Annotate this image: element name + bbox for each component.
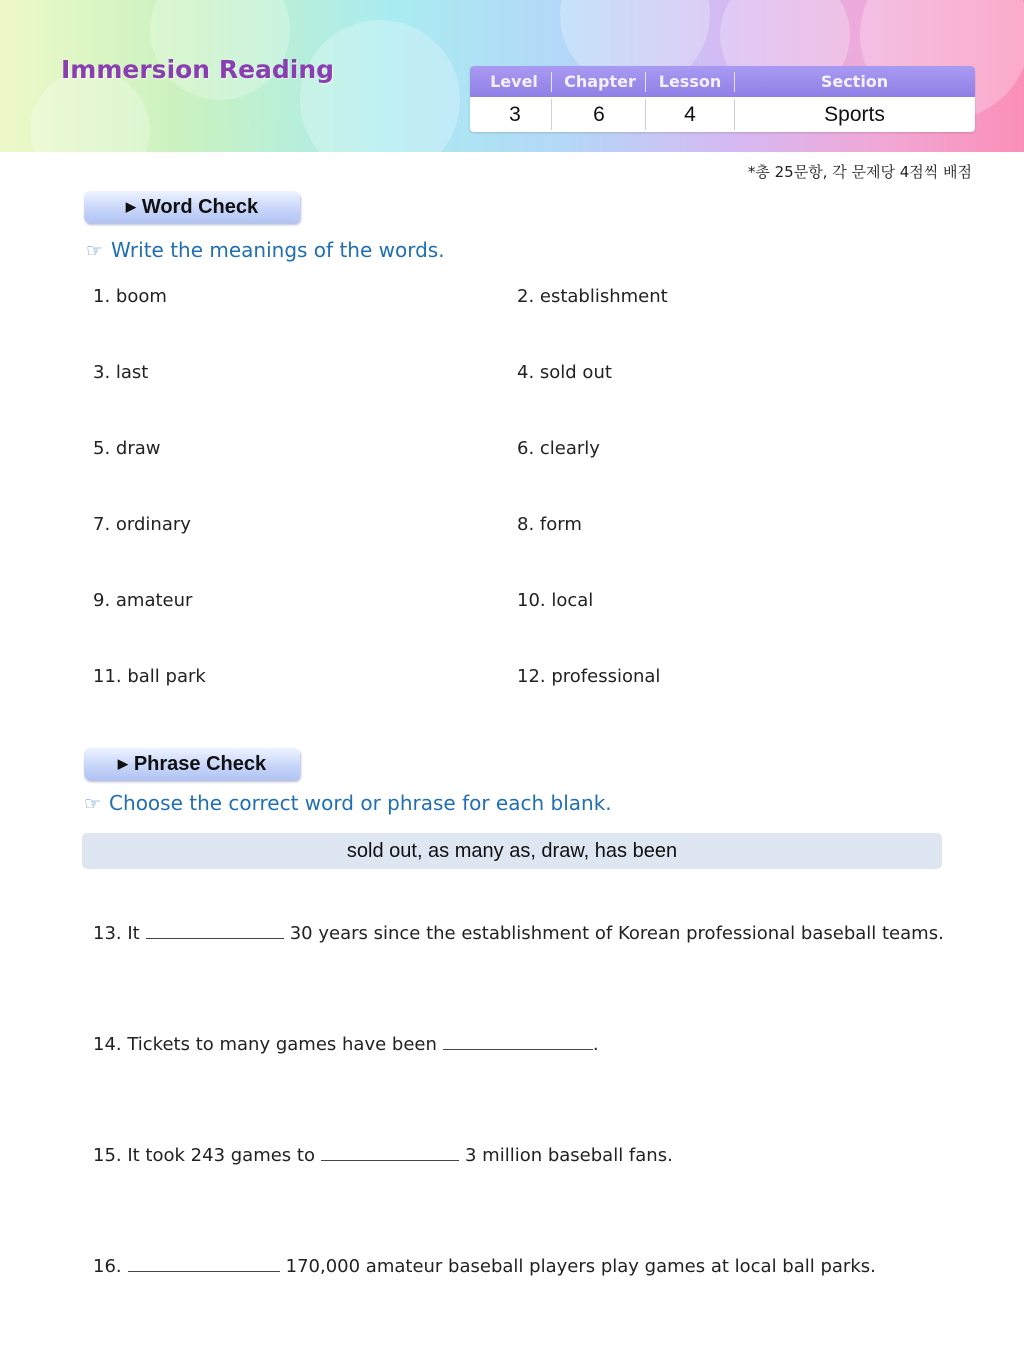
word-item: 7. ordinary [93, 514, 191, 535]
word-item: 4. sold out [517, 362, 612, 383]
answer-blank-15[interactable] [321, 1144, 459, 1161]
question-13-prefix: 13. It [93, 923, 140, 944]
level-label: Level [490, 72, 538, 91]
word-check-heading [84, 191, 300, 223]
lesson-info-table [470, 66, 975, 132]
question-15-prefix: 15. It took 243 games to [93, 1145, 315, 1166]
question-16-prefix: 16. [93, 1256, 122, 1277]
lesson-value: 4 [684, 103, 696, 126]
word-check-instruction [86, 238, 445, 262]
answer-blank-16[interactable] [128, 1255, 280, 1272]
header-divider [551, 72, 552, 92]
word-item: 1. boom [93, 286, 167, 307]
phrase-check-title: Phrase Check [133, 753, 267, 775]
question-16-suffix: 170,000 amateur baseball players play games at local ball parks. [285, 1256, 876, 1277]
word-check-title: Word Check [141, 196, 259, 218]
answer-blank-14[interactable] [443, 1033, 593, 1050]
question-13 [93, 922, 944, 944]
chapter-label: Chapter [564, 72, 636, 91]
word-item: 6. clearly [517, 438, 600, 459]
pointing-hand-icon: ☞ [84, 793, 102, 815]
score-note: *총 25문항, 각 문제당 4점씩 배점 [747, 163, 972, 181]
question-14-prefix: 14. Tickets to many games have been [93, 1034, 437, 1055]
question-14 [93, 1033, 599, 1055]
phrase-bank: sold out, as many as, draw, has been [82, 833, 942, 869]
word-item: 2. establishment [517, 286, 668, 307]
question-15-suffix: 3 million baseball fans. [464, 1145, 673, 1166]
word-item: 11. ball park [93, 666, 206, 687]
phrase-check-heading [84, 748, 300, 780]
word-item: 8. form [517, 514, 582, 535]
lesson-label: Lesson [658, 72, 722, 91]
decorative-bubble [150, 0, 290, 100]
section-label: Section [820, 72, 889, 91]
question-15 [93, 1144, 673, 1166]
word-item: 3. last [93, 362, 149, 383]
word-check-instruction-text: Write the meanings of the words. [111, 238, 445, 262]
header-banner [0, 0, 1024, 152]
word-item: 9. amateur [93, 590, 193, 611]
question-16 [93, 1255, 876, 1277]
brand-logo-text: Immersion Reading [61, 55, 335, 84]
triangle-right-icon: ▶ [125, 199, 136, 214]
phrase-check-instruction [84, 791, 612, 815]
phrase-check-instruction-text: Choose the correct word or phrase for each blank. [109, 791, 612, 815]
decorative-bubble [300, 20, 460, 152]
section-value: Sports [824, 103, 885, 126]
triangle-right-icon: ▶ [117, 756, 128, 771]
word-item: 10. local [517, 590, 594, 611]
level-value: 3 [509, 103, 521, 126]
word-item: 5. draw [93, 438, 161, 459]
question-13-suffix: 30 years since the establishment of Korean professional baseball teams. [289, 923, 944, 944]
question-14-suffix: . [592, 1034, 599, 1055]
word-item: 12. professional [517, 666, 661, 687]
answer-blank-13[interactable] [146, 922, 284, 939]
chapter-value: 6 [593, 103, 605, 126]
pointing-hand-icon: ☞ [86, 240, 104, 262]
